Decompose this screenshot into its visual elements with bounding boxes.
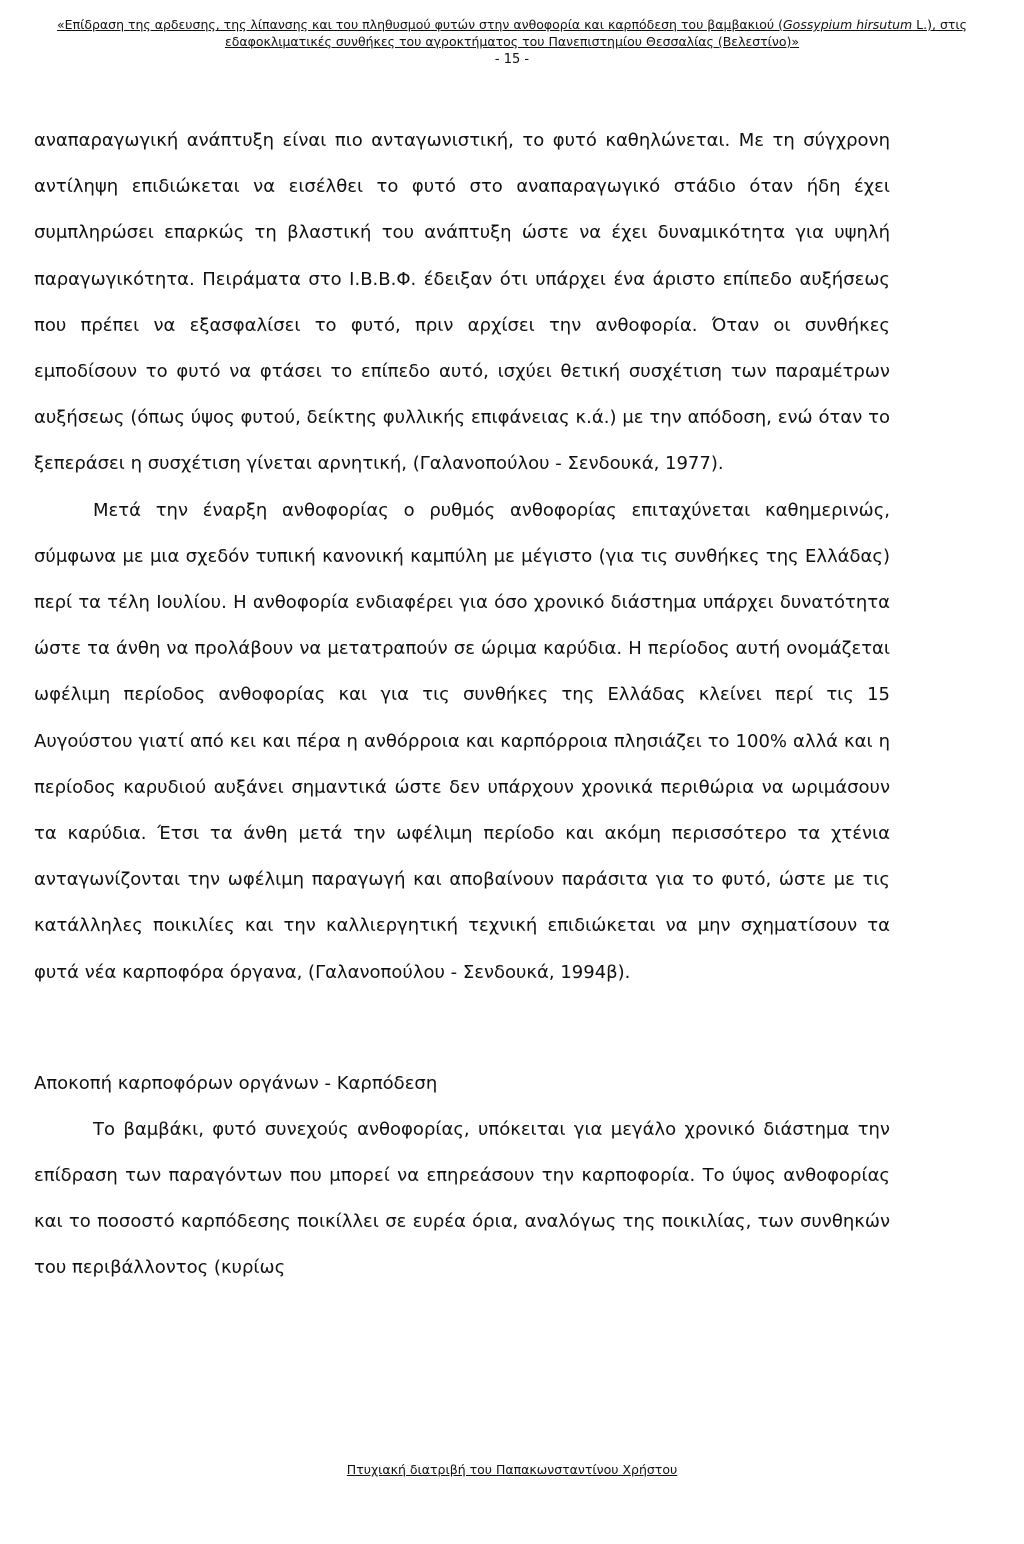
- page-header: [24, 16, 1000, 68]
- header-title-prefix: «Επίδραση της αρδευσης, της λίπανσης και του πληθυσμού φυτών στην ανθοφορία και καρπόδεση του βαμβακιού (: [57, 17, 783, 32]
- main-text: [34, 118, 890, 1292]
- page-number: - 15 -: [494, 52, 530, 67]
- header-species-name: Gossypium hirsutum: [782, 17, 913, 32]
- page-footer: Πτυχιακή διατριβή του Παπακωνσταντίνου Χρήστου: [346, 1462, 678, 1477]
- paragraph-continuation: αναπαραγωγική ανάπτυξη είναι πιο ανταγωνιστική, το φυτό καθηλώνεται. Με τη σύγχρονη αντίληψη επιδιώκεται να εισέλθει το φυτό στο αναπαραγωγικό στάδιο όταν ήδη έχει συμπληρώσει επαρκώς τη βλαστική του ανάπτυξη ώστε να έχει δυναμικότητα για υψηλή παραγωγικότητα. Πειράματα στο Ι.Β.Β.Φ. έδειξαν ότι υπάρχει ένα άριστο επίπεδο αυξήσεως που πρέπει να εξασφαλίσει το φυτό, πριν αρχίσει την ανθοφορία. Όταν οι συνθήκες εμποδίσουν το φυτό να φτάσει το επίπεδο αυτό, ισχύει θετική συσχέτιση των παραμέτρων αυξήσεως (όπως ύψος φυτού, δείκτης φυλλικής επιφάνειας κ.ά.) με την απόδοση, ενώ όταν το ξεπεράσει η συσχέτιση γίνεται αρνητική, (Γαλανοπούλου - Σενδουκά, 1977).: [34, 130, 890, 475]
- section-paragraph: Το βαμβάκι, φυτό συνεχούς ανθοφορίας, υπόκειται για μεγάλο χρονικό διάστημα την επίδραση των παραγόντων που μπορεί να επηρεάσουν την καρποφορία. Το ύψος ανθοφορίας και το ποσοστό καρπόδεσης ποικίλλει σε ευρέα όρια, αναλόγως της ποικιλίας, των συνθηκών του περιβάλλοντος (κυρίως: [34, 1118, 890, 1279]
- section-heading: Αποκοπή καρποφόρων οργάνων - Καρπόδεση: [34, 1072, 438, 1094]
- header-title: [57, 17, 967, 49]
- paragraph-flowering: Μετά την έναρξη ανθοφορίας ο ρυθμός ανθοφορίας επιταχύνεται καθημερινώς, σύμφωνα με μια σχεδόν τυπική κανονική καμπύλη με μέγιστο (για τις συνθήκες της Ελλάδας) περί τα τέλη Ιουλίου. Η ανθοφορία ενδιαφέρει για όσο χρονικό διάστημα υπάρχει δυνατότητα ώστε τα άνθη να προλάβουν να μετατραπούν σε ώριμα καρύδια. Η περίοδος αυτή ονομάζεται ωφέλιμη περίοδος ανθοφορίας και για τις συνθήκες της Ελλάδας κλείνει περί τις 15 Αυγούστου γιατί από κει και πέρα η ανθόρροια και καρπόρροια πλησιάζει το 100% αλλά και η περίοδος καρυδιού αυξάνει σημαντικά ώστε δεν υπάρχουν χρονικά περιθώρια να ωριμάσουν τα καρύδια. Έτσι τα άνθη μετά την ωφέλιμη περίοδο και ακόμη περισσότερο τα χτένια ανταγωνίζονται την ωφέλιμη παραγωγή και αποβαίνουν παράσιτα για το φυτό, ώστε με τις κατάλληλες ποικιλίες και την καλλιεργητική τεχνική επιδιώκεται να μην σχηματίσουν τα φυτά νέα καρποφόρα όργανα, (Γαλανοπούλου - Σενδουκά, 1994β).: [34, 499, 890, 983]
- header-title-suffix: L.), στις εδαφοκλιματικές συνθήκες του αγροκτήματος του Πανεπιστημίου Θεσσαλίας (Βελεστίνο)»: [224, 17, 967, 49]
